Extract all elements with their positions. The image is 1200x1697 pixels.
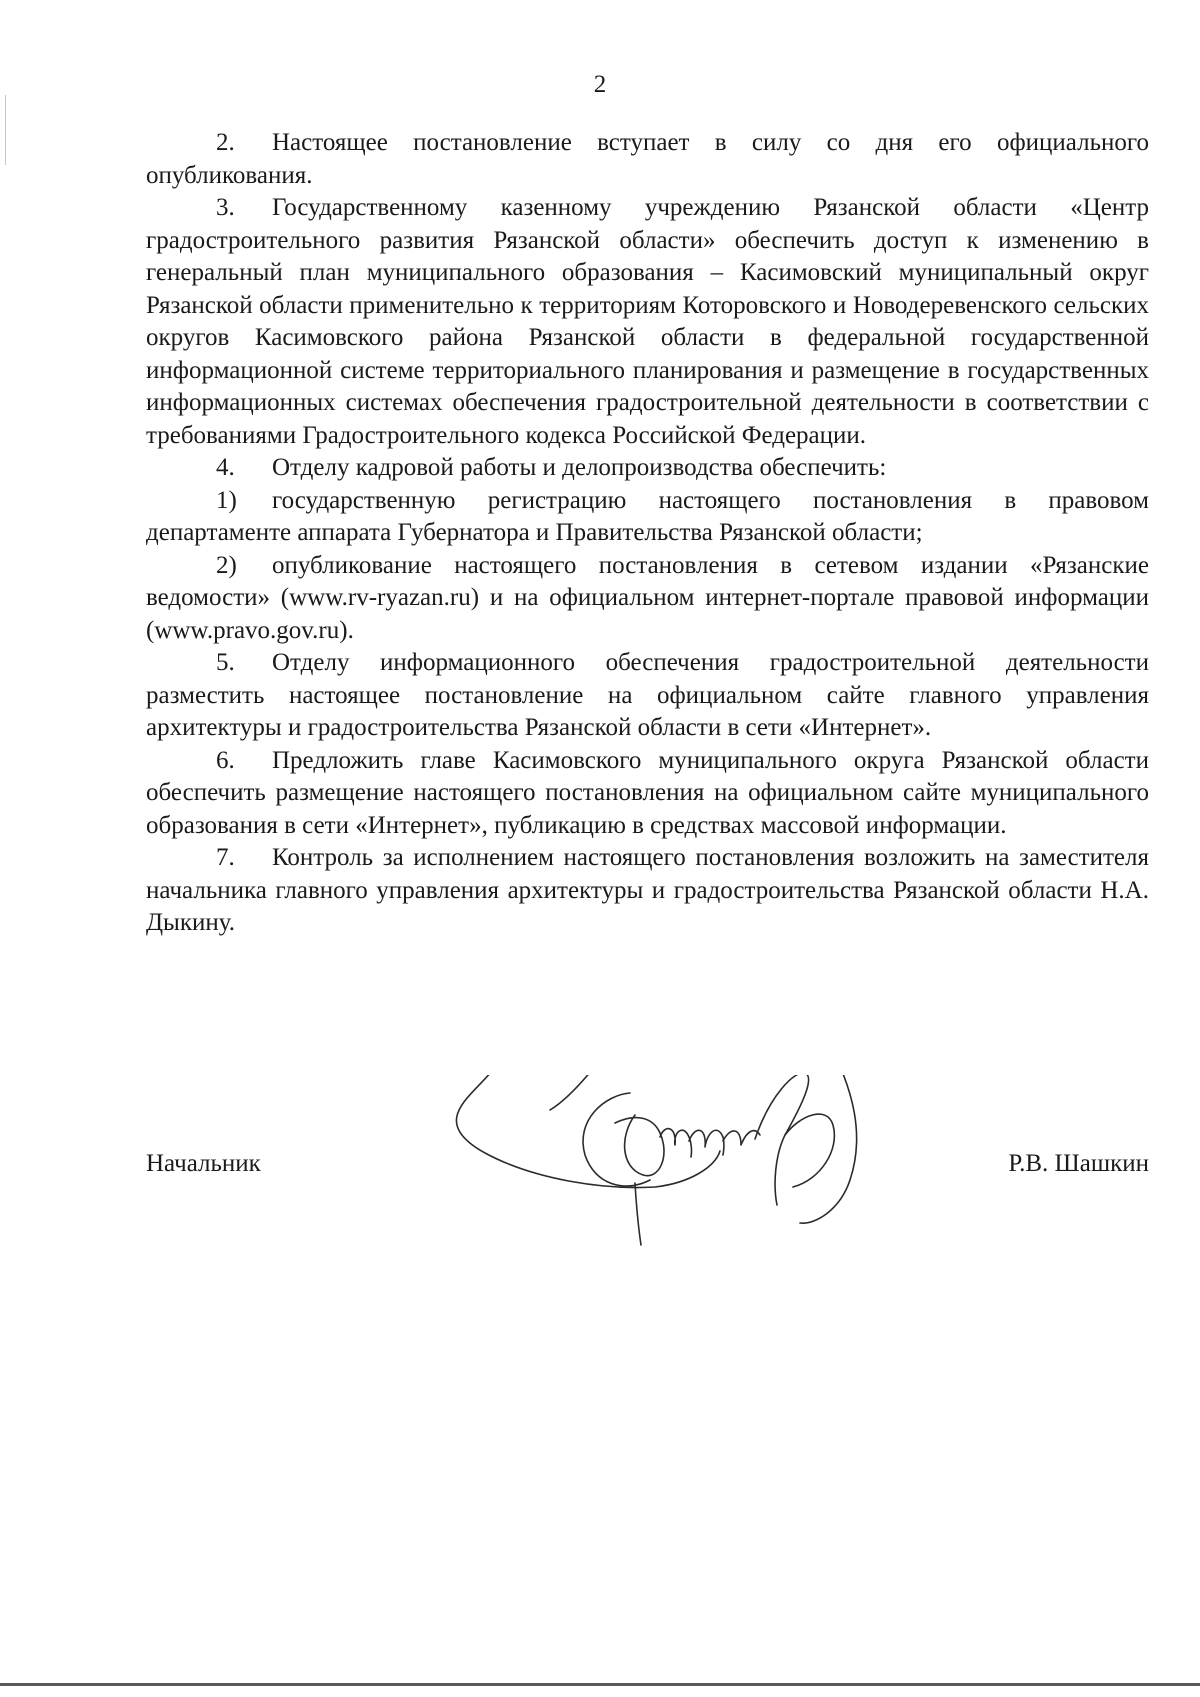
paragraph-6	[146, 745, 1149, 843]
paragraph-number: 1)	[216, 486, 237, 514]
paragraph-4	[146, 452, 1149, 485]
paragraph-number: 2)	[216, 551, 237, 579]
subparagraph-1	[146, 485, 1149, 550]
scan-edge-line	[0, 1683, 1200, 1686]
paragraph-text: Контроль за исполнением настоящего постановления возложить на заместителя начальника главного управления архитектуры и градостроительства Рязанской области Н.А. Дыкину.	[146, 844, 1149, 936]
paragraph-text: Государственному казенному учреждению Рязанской области «Центр градостроительного развития Рязанской области» обеспечить доступ к изменению в генеральный план муниципального образования – Касимовский муниципальный округ Рязанской области применительно к территориям Которовского и Новодеревенского сельских округов Касимовского района Рязанской области в федеральной государственной информационной системе территориального планирования и размещение в государственных информационных системах обеспечения градостроительной деятельности в соответствии с требованиями Градостроительного кодекса Российской Федерации.	[146, 194, 1149, 449]
subparagraph-2	[146, 550, 1149, 648]
paragraph-number: 6.	[216, 746, 235, 774]
signer-name: Р.В. Шашкин	[1008, 1150, 1149, 1177]
paragraph-text: Настоящее постановление вступает в силу со дня его официального опубликования.	[146, 129, 1149, 189]
paragraph-number: 5.	[216, 649, 235, 676]
signer-position: Начальник	[146, 1150, 261, 1177]
paragraph-text: Предложить главе Касимовского муниципального округа Рязанской области обеспечить размещение настоящего постановления на официальном сайте муниципального образования в сети «Интернет», публикацию в средствах массовой информации.	[146, 746, 1149, 839]
paragraph-text: Отделу информационного обеспечения градостроительной деятельности разместить настоящее постановление на официальном сайте главного управления архитектуры и градостроительства Рязанской области в сети «Интернет».	[146, 649, 1149, 741]
paragraph-3	[146, 192, 1149, 452]
document-body	[146, 127, 1149, 940]
handwritten-signature	[455, 1075, 865, 1255]
paragraph-number: 7.	[216, 844, 235, 871]
paragraph-number: 2.	[216, 129, 235, 156]
paragraph-number: 4.	[216, 454, 235, 481]
paragraph-5	[146, 647, 1149, 745]
paragraph-text: государственную регистрацию настоящего постановления в правовом департаменте аппарата Губернатора и Правительства Рязанской области;	[146, 486, 1149, 546]
paragraph-2	[146, 127, 1149, 192]
paragraph-text: опубликование настоящего постановления в сетевом издании «Рязанские ведомости» (www.rv-ryazan.ru) и на официальном интернет-портале правовой информации (www.pravo.gov.ru).	[146, 551, 1149, 644]
scan-edge-mark	[5, 95, 6, 165]
paragraph-text: Отделу кадровой работы и делопроизводства обеспечить:	[272, 454, 887, 481]
page-number: 2	[593, 71, 607, 98]
paragraph-number: 3.	[216, 194, 235, 221]
paragraph-7	[146, 842, 1149, 940]
